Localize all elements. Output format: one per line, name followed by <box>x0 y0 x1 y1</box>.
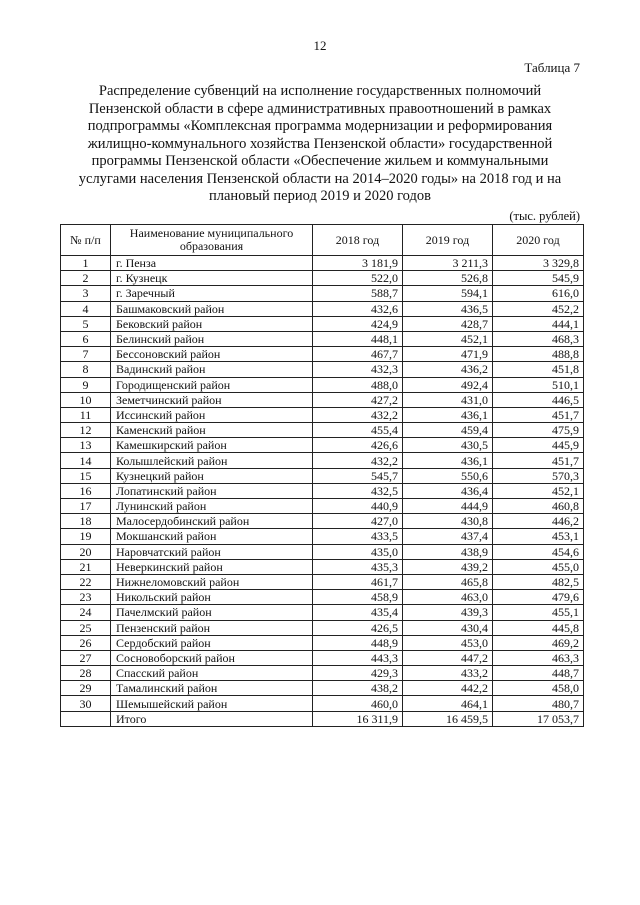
value-2018-cell: 424,9 <box>313 316 403 331</box>
value-2020-cell: 446,2 <box>493 514 584 529</box>
value-2018-cell: 435,3 <box>313 559 403 574</box>
value-2019-cell: 436,1 <box>403 407 493 422</box>
value-2020-cell: 455,1 <box>493 605 584 620</box>
table-header-row <box>61 225 584 256</box>
row-number-cell: 29 <box>61 681 111 696</box>
row-number-cell: 1 <box>61 256 111 271</box>
value-2019-cell: 453,0 <box>403 635 493 650</box>
title-line: жилищно-коммунального хозяйства Пензенской области» государственной <box>87 135 553 152</box>
municipality-cell: Городищенский район <box>111 377 313 392</box>
row-number-cell: 6 <box>61 331 111 346</box>
row-number-cell: 21 <box>61 559 111 574</box>
table-row <box>61 635 584 650</box>
value-2018-cell: 435,4 <box>313 605 403 620</box>
municipality-cell: Наровчатский район <box>111 544 313 559</box>
row-number-cell: 27 <box>61 650 111 665</box>
value-2019-cell: 428,7 <box>403 316 493 331</box>
municipality-cell: Тамалинский район <box>111 681 313 696</box>
row-number-cell: 12 <box>61 423 111 438</box>
table-label: Таблица 7 <box>524 60 580 75</box>
value-2019-cell: 430,8 <box>403 514 493 529</box>
value-2018-cell: 426,6 <box>313 438 403 453</box>
column-header-2018: 2018 год <box>313 225 403 256</box>
value-2018-cell: 455,4 <box>313 423 403 438</box>
value-2018-cell: 432,2 <box>313 453 403 468</box>
value-2020-cell: 469,2 <box>493 635 584 650</box>
value-2018-cell: 545,7 <box>313 468 403 483</box>
table-row <box>61 256 584 271</box>
value-2020-cell: 3 329,8 <box>493 256 584 271</box>
value-2020-cell: 451,7 <box>493 407 584 422</box>
row-number-cell: 15 <box>61 468 111 483</box>
municipality-cell: Сосновоборский район <box>111 650 313 665</box>
municipality-cell: г. Пенза <box>111 256 313 271</box>
value-2018-cell: 488,0 <box>313 377 403 392</box>
row-number-cell: 25 <box>61 620 111 635</box>
value-2018-cell: 458,9 <box>313 590 403 605</box>
municipality-cell: Иссинский район <box>111 407 313 422</box>
value-2018-cell: 461,7 <box>313 574 403 589</box>
table-row <box>61 392 584 407</box>
row-number-cell: 17 <box>61 499 111 514</box>
value-2020-cell: 445,8 <box>493 620 584 635</box>
municipality-cell: Спасский район <box>111 666 313 681</box>
value-2019-cell: 433,2 <box>403 666 493 681</box>
row-number-cell: 14 <box>61 453 111 468</box>
table-row <box>61 271 584 286</box>
value-2018-cell: 432,3 <box>313 362 403 377</box>
table-row <box>61 499 584 514</box>
value-2018-cell: 429,3 <box>313 666 403 681</box>
municipality-cell: Пензенский район <box>111 620 313 635</box>
value-2019-cell: 439,3 <box>403 605 493 620</box>
table-row <box>61 650 584 665</box>
column-header-2020: 2020 год <box>493 225 584 256</box>
table-row <box>61 559 584 574</box>
title-line: плановый период 2019 и 2020 годов <box>209 188 431 204</box>
municipality-cell: Лунинский район <box>111 499 313 514</box>
value-2019-cell: 463,0 <box>403 590 493 605</box>
value-2018-cell: 438,2 <box>313 681 403 696</box>
row-number-cell: 18 <box>61 514 111 529</box>
municipality-cell: Кузнецкий район <box>111 468 313 483</box>
value-2018-cell: 16 311,9 <box>313 711 403 726</box>
value-2020-cell: 570,3 <box>493 468 584 483</box>
municipality-cell: Малосердобинский район <box>111 514 313 529</box>
municipality-cell: Вадинский район <box>111 362 313 377</box>
value-2020-cell: 453,1 <box>493 529 584 544</box>
table-row <box>61 377 584 392</box>
value-2020-cell: 482,5 <box>493 574 584 589</box>
value-2020-cell: 616,0 <box>493 286 584 301</box>
row-number-cell: 10 <box>61 392 111 407</box>
value-2019-cell: 464,1 <box>403 696 493 711</box>
value-2018-cell: 433,5 <box>313 529 403 544</box>
municipality-cell: Неверкинский район <box>111 559 313 574</box>
value-2020-cell: 460,8 <box>493 499 584 514</box>
value-2020-cell: 454,6 <box>493 544 584 559</box>
value-2020-cell: 444,1 <box>493 316 584 331</box>
row-number-cell: 30 <box>61 696 111 711</box>
title-line: Пензенской области в сфере административных правоотношений в рамках <box>88 100 552 117</box>
table-row <box>61 453 584 468</box>
value-2019-cell: 459,4 <box>403 423 493 438</box>
row-number-cell: 11 <box>61 407 111 422</box>
table-row <box>61 362 584 377</box>
municipality-cell: Итого <box>111 711 313 726</box>
value-2019-cell: 471,9 <box>403 347 493 362</box>
value-2018-cell: 3 181,9 <box>313 256 403 271</box>
value-2018-cell: 460,0 <box>313 696 403 711</box>
value-2019-cell: 437,4 <box>403 529 493 544</box>
municipality-cell: Никольский район <box>111 590 313 605</box>
table-row <box>61 468 584 483</box>
column-header-number: № п/п <box>61 225 111 256</box>
title-line: Распределение субвенций на исполнение государственных полномочий <box>98 83 542 99</box>
value-2019-cell: 526,8 <box>403 271 493 286</box>
table-row <box>61 620 584 635</box>
value-2020-cell: 510,1 <box>493 377 584 392</box>
value-2018-cell: 432,2 <box>313 407 403 422</box>
table-row <box>61 605 584 620</box>
title-line: услугами населения Пензенской области на 2014–2020 годы» на 2018 год и на <box>78 170 562 187</box>
value-2018-cell: 448,1 <box>313 331 403 346</box>
row-number-cell: 16 <box>61 483 111 498</box>
municipality-cell: г. Кузнецк <box>111 271 313 286</box>
row-number-cell: 20 <box>61 544 111 559</box>
municipality-cell: Лопатинский район <box>111 483 313 498</box>
value-2020-cell: 446,5 <box>493 392 584 407</box>
value-2020-cell: 455,0 <box>493 559 584 574</box>
value-2019-cell: 492,4 <box>403 377 493 392</box>
value-2018-cell: 426,5 <box>313 620 403 635</box>
value-2019-cell: 16 459,5 <box>403 711 493 726</box>
document-title <box>60 83 580 206</box>
value-2020-cell: 479,6 <box>493 590 584 605</box>
row-number-cell: 2 <box>61 271 111 286</box>
value-2019-cell: 465,8 <box>403 574 493 589</box>
value-2020-cell: 445,9 <box>493 438 584 453</box>
row-number-cell: 5 <box>61 316 111 331</box>
table-row <box>61 347 584 362</box>
table-row <box>61 438 584 453</box>
table-row <box>61 407 584 422</box>
municipality-cell: Нижнеломовский район <box>111 574 313 589</box>
value-2018-cell: 588,7 <box>313 286 403 301</box>
value-2018-cell: 448,9 <box>313 635 403 650</box>
municipality-cell: г. Заречный <box>111 286 313 301</box>
value-2019-cell: 442,2 <box>403 681 493 696</box>
table-row <box>61 544 584 559</box>
table-row <box>61 666 584 681</box>
subsidy-table <box>60 224 584 727</box>
table-row <box>61 286 584 301</box>
row-number-cell: 24 <box>61 605 111 620</box>
value-2020-cell: 480,7 <box>493 696 584 711</box>
value-2019-cell: 430,4 <box>403 620 493 635</box>
row-number-cell: 3 <box>61 286 111 301</box>
value-2020-cell: 468,3 <box>493 331 584 346</box>
value-2019-cell: 444,9 <box>403 499 493 514</box>
value-2020-cell: 451,7 <box>493 453 584 468</box>
value-2019-cell: 447,2 <box>403 650 493 665</box>
municipality-cell: Колышлейский район <box>111 453 313 468</box>
value-2020-cell: 488,8 <box>493 347 584 362</box>
value-2019-cell: 431,0 <box>403 392 493 407</box>
value-2018-cell: 432,6 <box>313 301 403 316</box>
municipality-cell: Белинский район <box>111 331 313 346</box>
municipality-cell: Сердобский район <box>111 635 313 650</box>
value-2020-cell: 458,0 <box>493 681 584 696</box>
table-row <box>61 590 584 605</box>
municipality-cell: Мокшанский район <box>111 529 313 544</box>
municipality-cell: Пачелмский район <box>111 605 313 620</box>
value-2019-cell: 438,9 <box>403 544 493 559</box>
value-2020-cell: 463,3 <box>493 650 584 665</box>
row-number-cell: 9 <box>61 377 111 392</box>
value-2018-cell: 522,0 <box>313 271 403 286</box>
value-2019-cell: 436,5 <box>403 301 493 316</box>
row-number-cell: 19 <box>61 529 111 544</box>
value-2019-cell: 594,1 <box>403 286 493 301</box>
municipality-cell: Каменский район <box>111 423 313 438</box>
row-number-cell: 7 <box>61 347 111 362</box>
value-2020-cell: 17 053,7 <box>493 711 584 726</box>
table-row <box>61 316 584 331</box>
value-2019-cell: 430,5 <box>403 438 493 453</box>
value-2018-cell: 440,9 <box>313 499 403 514</box>
value-2018-cell: 443,3 <box>313 650 403 665</box>
page-number: 12 <box>313 38 327 53</box>
row-number-cell: 13 <box>61 438 111 453</box>
value-2020-cell: 451,8 <box>493 362 584 377</box>
value-2018-cell: 435,0 <box>313 544 403 559</box>
value-2019-cell: 439,2 <box>403 559 493 574</box>
row-number-cell <box>61 711 111 726</box>
value-2020-cell: 545,9 <box>493 271 584 286</box>
table-row <box>61 483 584 498</box>
value-2019-cell: 452,1 <box>403 331 493 346</box>
table-row <box>61 514 584 529</box>
value-2020-cell: 475,9 <box>493 423 584 438</box>
title-line: программы Пензенской области «Обеспечение жильем и коммунальными <box>91 153 549 169</box>
value-2018-cell: 467,7 <box>313 347 403 362</box>
row-number-cell: 4 <box>61 301 111 316</box>
value-2019-cell: 436,4 <box>403 483 493 498</box>
value-2018-cell: 427,0 <box>313 514 403 529</box>
column-header-2019: 2019 год <box>403 225 493 256</box>
value-2020-cell: 452,1 <box>493 483 584 498</box>
table-row <box>61 301 584 316</box>
row-number-cell: 22 <box>61 574 111 589</box>
value-2019-cell: 436,1 <box>403 453 493 468</box>
table-row <box>61 696 584 711</box>
row-number-cell: 26 <box>61 635 111 650</box>
value-2020-cell: 448,7 <box>493 666 584 681</box>
table-row <box>61 331 584 346</box>
value-2019-cell: 3 211,3 <box>403 256 493 271</box>
table-row <box>61 574 584 589</box>
value-2018-cell: 432,5 <box>313 483 403 498</box>
value-2019-cell: 550,6 <box>403 468 493 483</box>
municipality-cell: Бессоновский район <box>111 347 313 362</box>
municipality-cell: Башмаковский район <box>111 301 313 316</box>
table-body <box>61 256 584 727</box>
table-row <box>61 529 584 544</box>
row-number-cell: 23 <box>61 590 111 605</box>
value-2018-cell: 427,2 <box>313 392 403 407</box>
municipality-cell: Земетчинский район <box>111 392 313 407</box>
units-label: (тыс. рублей) <box>509 209 580 223</box>
municipality-cell: Бековский район <box>111 316 313 331</box>
value-2019-cell: 436,2 <box>403 362 493 377</box>
value-2020-cell: 452,2 <box>493 301 584 316</box>
row-number-cell: 28 <box>61 666 111 681</box>
table-row <box>61 423 584 438</box>
column-header-municipality: Наименование муниципального образования <box>111 225 313 256</box>
municipality-cell: Камешкирский район <box>111 438 313 453</box>
title-line: подпрограммы «Комплексная программа модернизации и реформирования <box>87 118 553 134</box>
table-row <box>61 681 584 696</box>
row-number-cell: 8 <box>61 362 111 377</box>
municipality-cell: Шемышейский район <box>111 696 313 711</box>
total-row <box>61 711 584 726</box>
